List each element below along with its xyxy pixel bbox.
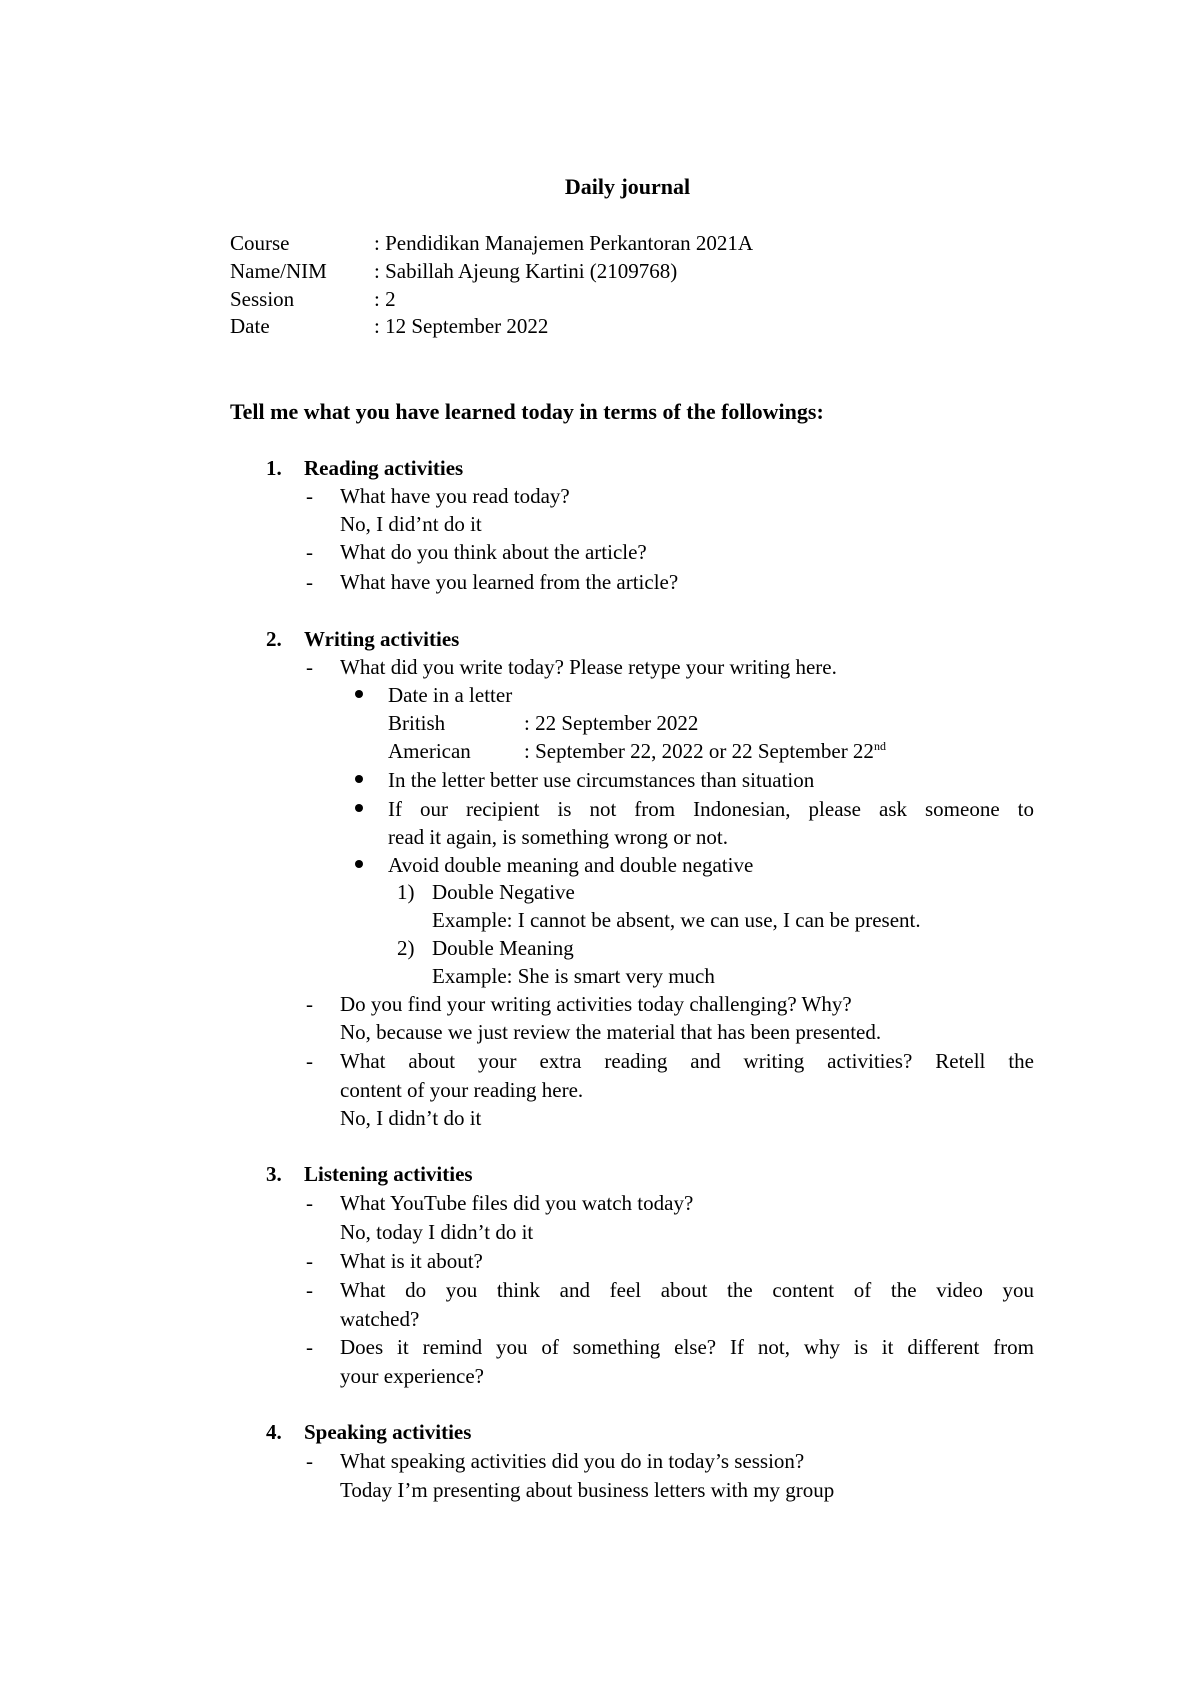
dash-bullet: - (306, 1191, 313, 1215)
round-bullet (355, 860, 363, 868)
numbered-bullet: 2) (397, 936, 415, 960)
date-format-label: American (388, 739, 471, 763)
round-bullet (355, 804, 363, 812)
question-line: watched? (340, 1307, 420, 1331)
dash-bullet: - (306, 1249, 313, 1273)
dash-bullet: - (306, 484, 313, 508)
question-line: Do you find your writing activities today challenging? Why? (340, 992, 852, 1016)
question-line: Does it remind you of something else? If not, why is it different from (340, 1335, 1034, 1359)
example-line: Example: She is smart very much (432, 964, 715, 988)
dash-bullet: - (306, 992, 313, 1016)
date-format-value: : 22 September 2022 (524, 711, 699, 735)
section-heading: Reading activities (304, 456, 464, 480)
answer-line: Today I’m presenting about business letters with my group (340, 1478, 835, 1502)
question-line: What YouTube files did you watch today? (340, 1191, 694, 1215)
question-line: What have you read today? (340, 484, 570, 508)
info-session-value: : 2 (374, 287, 396, 311)
info-date-label: Date (230, 314, 270, 338)
question-line: What did you write today? Please retype your writing here. (340, 655, 837, 679)
date-format-label: British (388, 711, 446, 735)
note-line: read it again, is something wrong or not. (388, 825, 729, 849)
info-name-value: : Sabillah Ajeung Kartini (2109768) (374, 259, 678, 283)
dash-bullet: - (306, 655, 313, 679)
dash-bullet: - (306, 570, 313, 594)
info-date-value: : 12 September 2022 (374, 314, 549, 338)
date-format-text: : September 22, 2022 or 22 September 22 (524, 739, 874, 763)
section-number: 4. (266, 1420, 282, 1444)
example-heading: Double Meaning (432, 936, 574, 960)
question-line: What is it about? (340, 1249, 483, 1273)
answer-line: No, I didn’t do it (340, 1106, 482, 1130)
question-line: What do you think and feel about the content of the video you (340, 1278, 1034, 1302)
question-line: What speaking activities did you do in today’s session? (340, 1449, 805, 1473)
info-session-label: Session (230, 287, 295, 311)
section-heading: Speaking activities (304, 1420, 472, 1444)
answer-line: No, because we just review the material that has been presented. (340, 1020, 882, 1044)
round-bullet (355, 690, 363, 698)
note-line: In the letter better use circumstances than situation (388, 768, 815, 792)
question-line: What have you learned from the article? (340, 570, 679, 594)
example-line: Example: I cannot be absent, we can use, I can be present. (432, 908, 921, 932)
info-name-label: Name/NIM (230, 259, 327, 283)
question-line: your experience? (340, 1364, 484, 1388)
info-course-label: Course (230, 231, 290, 255)
section-number: 1. (266, 456, 282, 480)
numbered-bullet: 1) (397, 880, 415, 904)
answer-line: No, I did’nt do it (340, 512, 482, 536)
section-number: 2. (266, 627, 282, 651)
note-line: Date in a letter (388, 683, 513, 707)
question-line: What do you think about the article? (340, 540, 647, 564)
dash-bullet: - (306, 1278, 313, 1302)
dash-bullet: - (306, 1049, 313, 1073)
document-title: Daily journal (564, 174, 691, 199)
question-line: What about your extra reading and writing activities? Retell the (340, 1049, 1034, 1073)
section-heading: Writing activities (304, 627, 460, 651)
dash-bullet: - (306, 540, 313, 564)
answer-line: No, today I didn’t do it (340, 1220, 534, 1244)
ordinal-suffix: nd (873, 739, 886, 753)
round-bullet (355, 775, 363, 783)
section-heading: Listening activities (304, 1162, 473, 1186)
example-heading: Double Negative (432, 880, 575, 904)
dash-bullet: - (306, 1335, 313, 1359)
date-format-value (524, 741, 886, 762)
note-line: If our recipient is not from Indonesian, please ask someone to (388, 797, 1034, 821)
question-line: content of your reading here. (340, 1078, 584, 1102)
info-course-value: : Pendidikan Manajemen Perkantoran 2021A (374, 231, 754, 255)
note-line: Avoid double meaning and double negative (388, 853, 754, 877)
dash-bullet: - (306, 1449, 313, 1473)
section-number: 3. (266, 1162, 282, 1186)
prompt-heading: Tell me what you have learned today in terms of the followings: (230, 399, 824, 424)
